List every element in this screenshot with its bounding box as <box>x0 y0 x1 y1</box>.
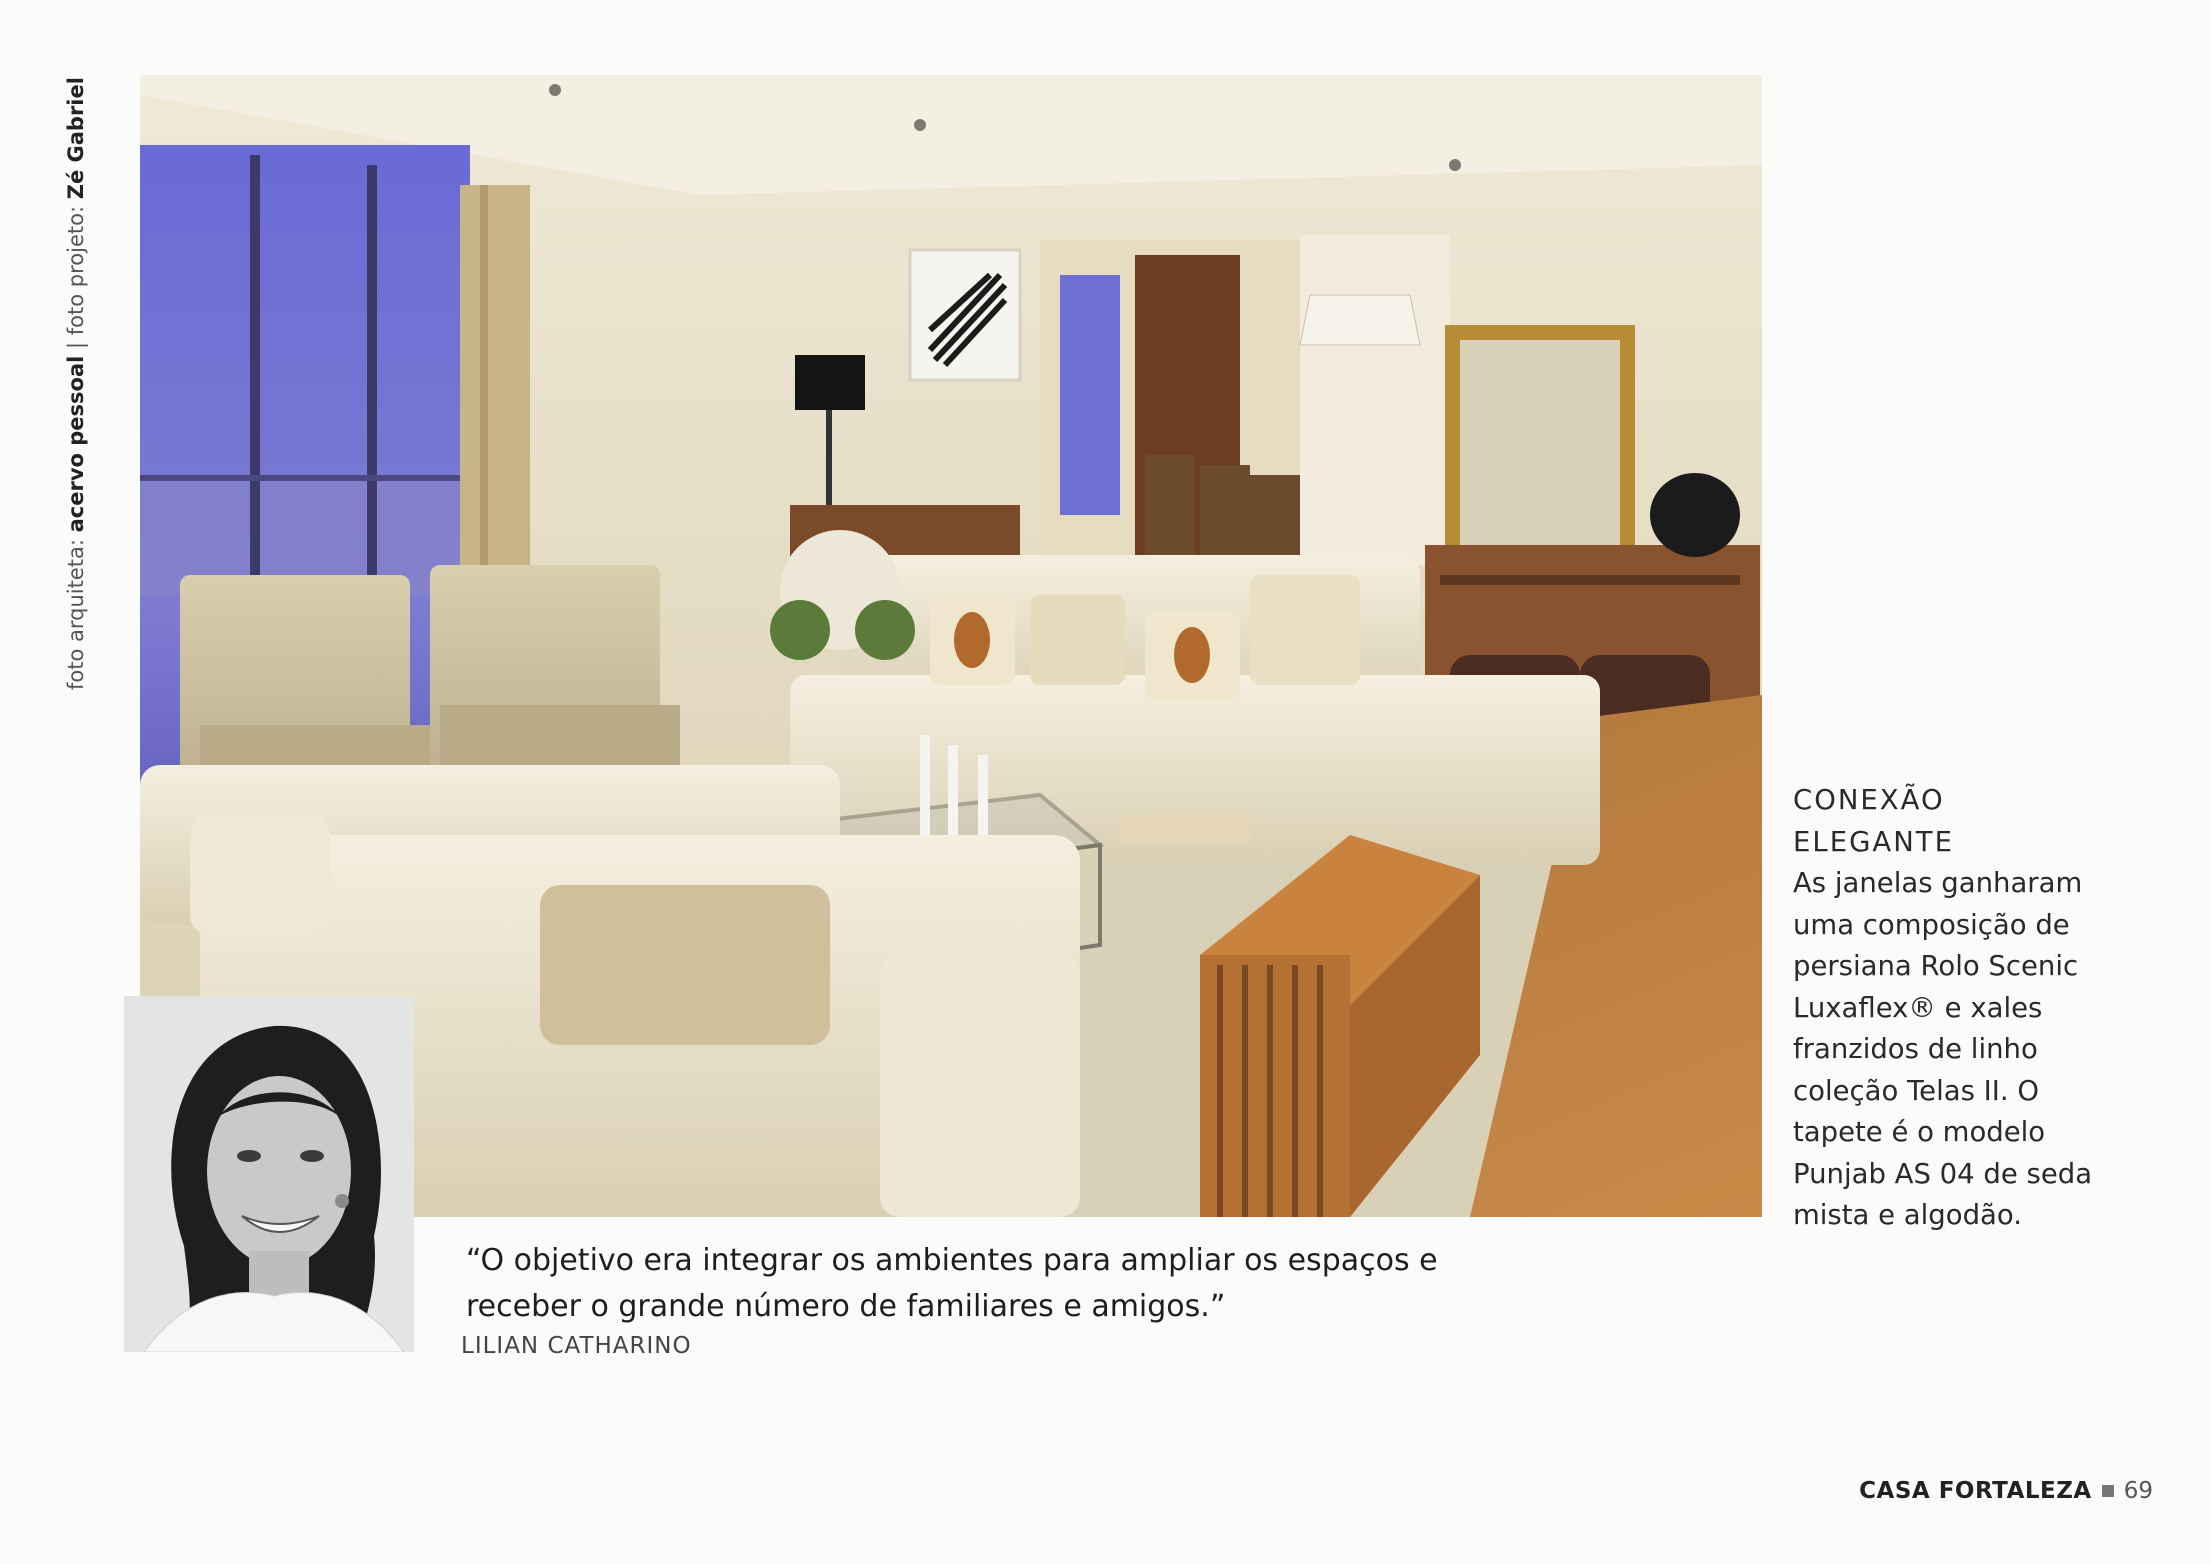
quote-author: LILIAN CATHARINO <box>461 1333 692 1359</box>
credit-architect-value: acervo pessoal <box>64 355 88 533</box>
photo-caption <box>1793 780 2113 1237</box>
page-footer <box>1859 1478 2153 1504</box>
pull-quote: “O objetivo era integrar os ambientes para ampliar os espaços e receber o grande número de familiares e amigos.” <box>466 1243 1438 1324</box>
credit-project-value: Zé Gabriel <box>64 77 88 200</box>
architect-portrait <box>124 996 414 1352</box>
credit-separator: | <box>64 335 88 356</box>
footer-separator-square <box>2102 1485 2114 1497</box>
caption-title: CONEXÃO ELEGANTE <box>1793 784 1954 858</box>
credit-project-label: foto projeto: <box>64 199 88 336</box>
caption-body: As janelas ganharam uma composição de persiana Rolo Scenic Luxaflex® e xales franzidos de linho coleção Telas II. O tapete é o modelo Punjab AS 04 de seda mista e algodão. <box>1793 867 2093 1231</box>
magazine-name: CASA FORTALEZA <box>1859 1478 2092 1504</box>
credit-architect-label: foto arquiteta: <box>64 532 88 690</box>
photo-credit <box>64 77 88 690</box>
page-number: 69 <box>2123 1478 2153 1504</box>
